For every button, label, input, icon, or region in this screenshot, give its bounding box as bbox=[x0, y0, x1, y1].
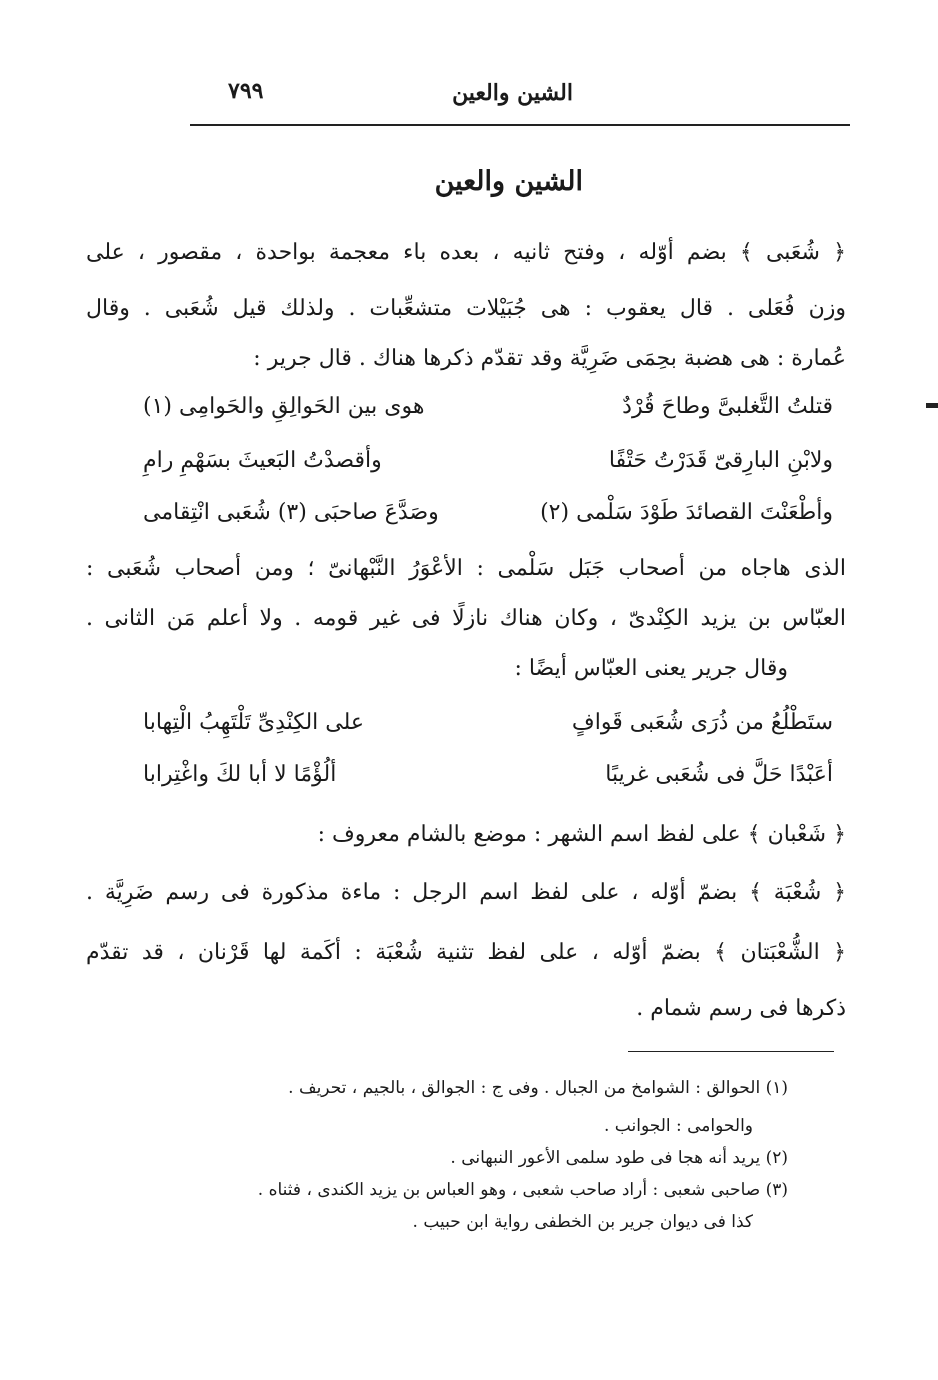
entry-line: ﴿ شُعْبَة ﴾ بضمّ أوّله ، على لفظ اسم الرجل : ماءة مذكورة فى رسم ضَرِيَّة . bbox=[86, 880, 846, 905]
body-line: العبّاس بن يزيد الكِنْدىّ ، وكان هناك نازلًا فى غير قومه . ولا أعلم مَن الثانى . bbox=[86, 606, 846, 631]
header-rule bbox=[190, 124, 850, 126]
entry-line: ذكرها فى رسم شمام . bbox=[636, 996, 846, 1021]
verse-row bbox=[143, 394, 833, 428]
body-line: وزن فُعَلى . قال يعقوب : هى جُبَيْلات متشعِّبات . ولذلك قيل شُعَبى . وقال bbox=[86, 296, 846, 321]
body-line: الذى هاجاه من أصحاب جَبَل سَلْمى : الأعْوَرُ النَّبْهانىّ ؛ ومن أصحاب شُعَبى : bbox=[86, 556, 846, 581]
body-line: ﴿ شُعَبى ﴾ بضم أوّله ، وفتح ثانيه ، بعده باء معجمة بواحدة ، مقصور ، على bbox=[86, 240, 846, 265]
verse-second-hemistich: وصَدَّعَ صاحبَى (٣) شُعَبى انْتِقامى bbox=[143, 500, 439, 525]
verse-second-hemistich: على الكِنْدِىِّ تَلْتَهِبُ الْتِهابا bbox=[143, 710, 365, 735]
footnote: (٣) صاحبى شعبى : أراد صاحب شعبى ، وهو العباس بن يزيد الكندى ، فثناه . bbox=[257, 1180, 788, 1200]
footnote: (١) الحوالق : الشوامخ من الجبال . وفى ج : الجوالق ، بالجيم ، تحريف . bbox=[288, 1078, 788, 1098]
verse-first-hemistich: ستَطْلُعُ من ذُرَى شُعَبى قَوافٍ bbox=[571, 710, 833, 735]
entry-line: ﴿ الشُّعْبَتان ﴾ بضمّ أوّله ، على لفظ تثنية شُعْبَة : أكَمة لها قَرْنان ، قد تقدّم bbox=[86, 940, 846, 965]
verse-row bbox=[143, 710, 833, 744]
verse-second-hemistich: وأقصدْتُ البَعيثَ بسَهْمِ رامِ bbox=[143, 448, 382, 473]
page-number: ٧٩٩ bbox=[228, 78, 264, 104]
footnote: والحوامى : الجوانب . bbox=[603, 1116, 753, 1136]
entry-line: ﴿ شَعْبان ﴾ على لفظ اسم الشهر : موضع بالشام معروف : bbox=[317, 822, 846, 847]
verse-first-hemistich: أعَبْدًا حَلَّ فى شُعَبى غريبًا bbox=[605, 762, 833, 787]
verse-row bbox=[143, 448, 833, 482]
verse-first-hemistich: ولابْنِ البارِقىّ قَدَرْتُ حَتْفًا bbox=[608, 448, 833, 473]
running-title: الشين والعين bbox=[452, 80, 573, 106]
verse-second-hemistich: ألُؤْمًا لا أبا لكَ واغْتِرابا bbox=[143, 762, 337, 787]
verse-first-hemistich: وأطْعَنْتَ القصائدَ طَوْدَ سَلْمى (٢) bbox=[540, 500, 833, 525]
body-line: عُمارة : هى هضبة بحِمَى ضَرِيَّة وقد تقدّم ذكرها هناك . قال جرير : bbox=[253, 346, 846, 371]
verse-row bbox=[143, 500, 833, 534]
margin-mark bbox=[926, 403, 938, 408]
footnote: كذا فى ديوان جرير بن الخطفى رواية ابن حبيب . bbox=[412, 1212, 753, 1232]
verse-second-hemistich: هوى بين الحَوالِقِ والحَوامِى (١) bbox=[143, 394, 425, 419]
verse-first-hemistich: قتلتُ التَّغلبىَّ وطاحَ قُرْدٌ bbox=[622, 394, 833, 419]
body-line: وقال جرير يعنى العبّاس أيضًا : bbox=[514, 656, 788, 681]
verse-row bbox=[143, 762, 833, 796]
section-title: الشين والعين bbox=[434, 166, 583, 197]
footnote-rule bbox=[628, 1051, 834, 1052]
footnote: (٢) يريد أنه هجا فى طود سلمى الأعور النبهانى . bbox=[450, 1148, 788, 1168]
